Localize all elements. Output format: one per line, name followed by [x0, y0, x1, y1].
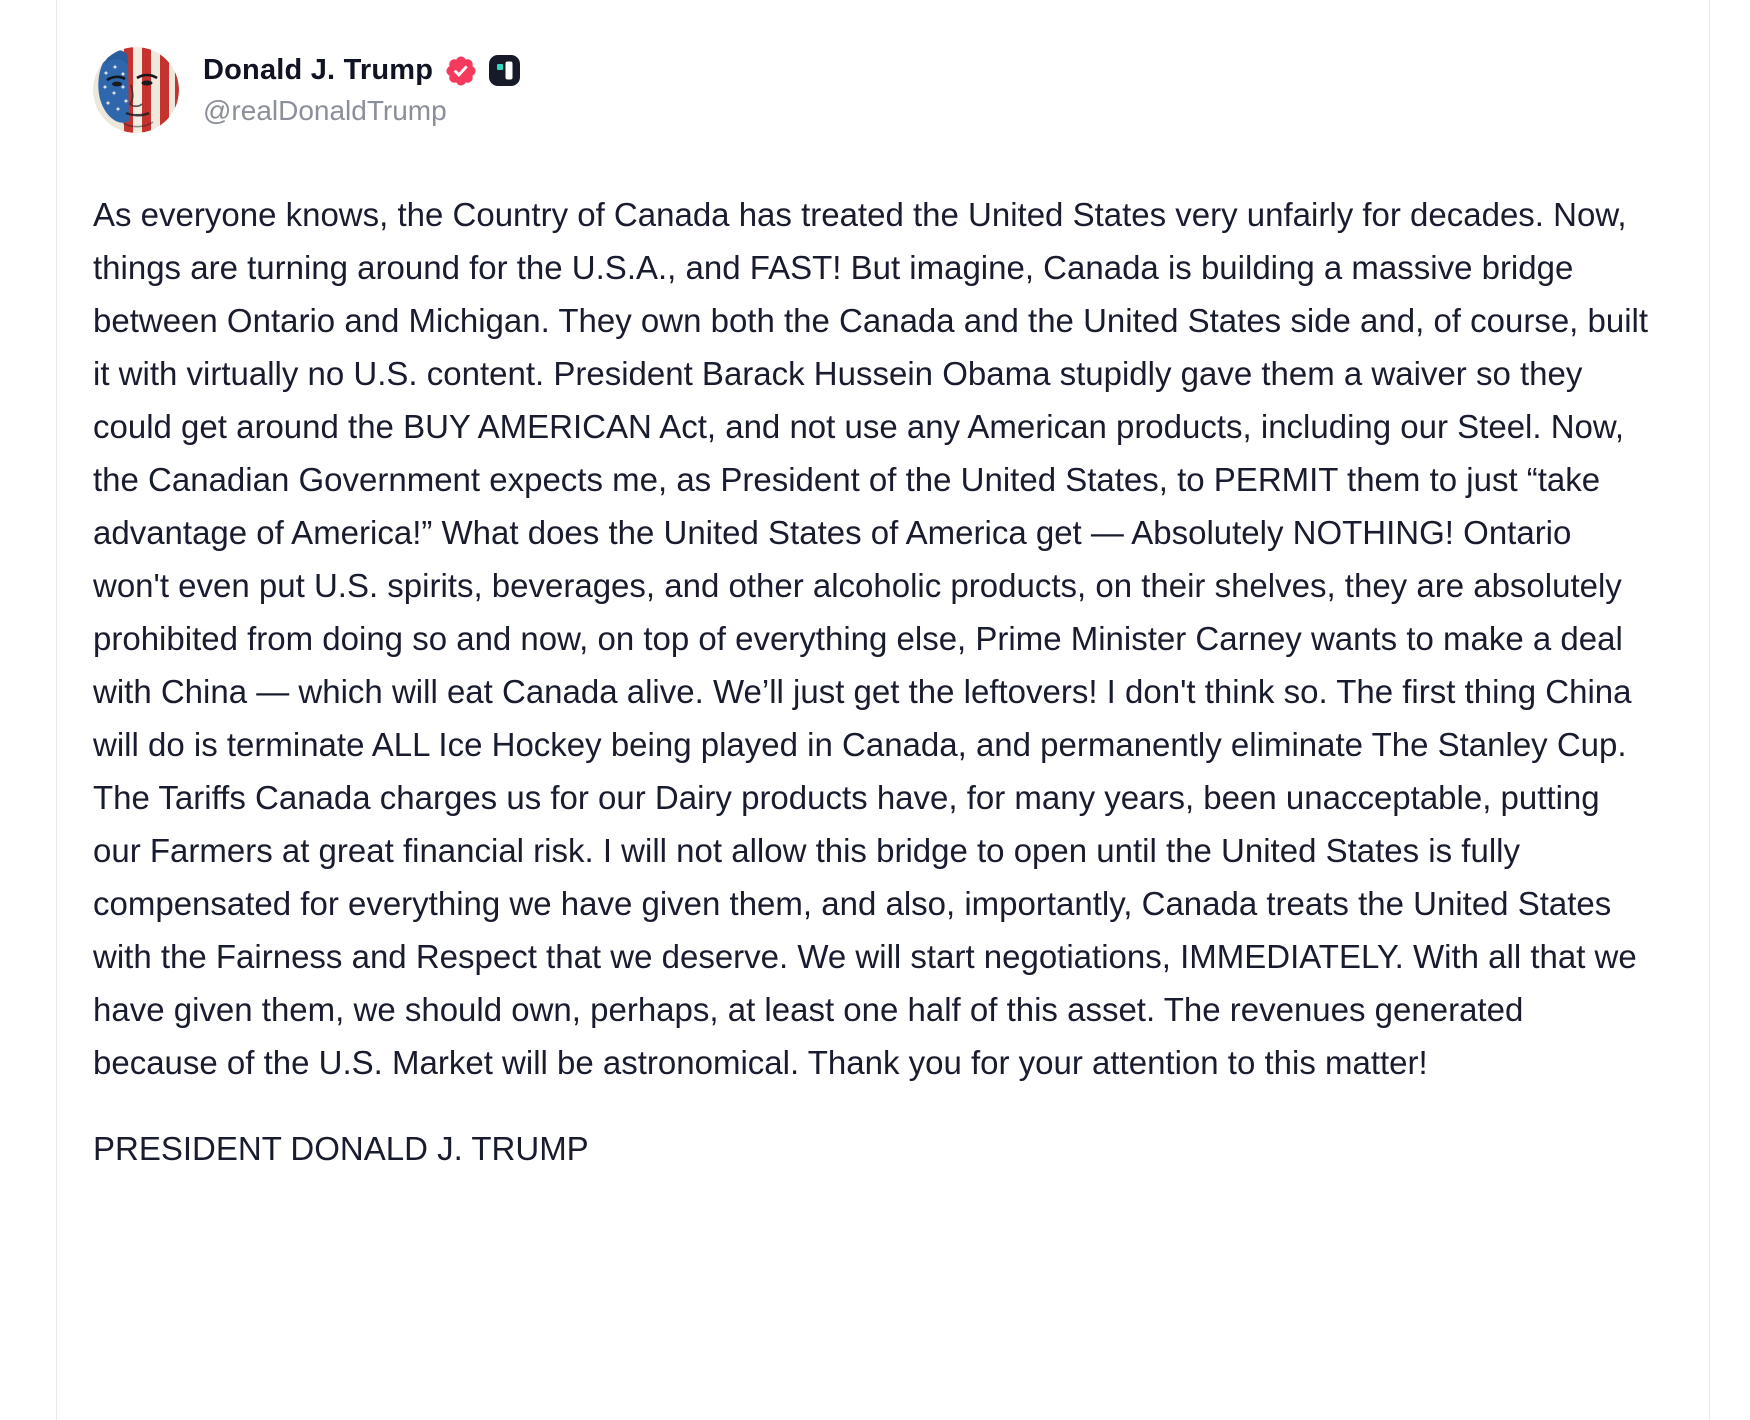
post-body-text: As everyone knows, the Country of Canada has treated the United States very unfairly for decades. Now, things are turning around for the U.S.A., and FAST! But imagine, Canada is building a massive bridge between Ontario and Michigan. They own both the Canada and the United States side and, of course, built it with virtually no U.S. content. President Barack Hussein Obama stupidly gave them a waiver so they could get around the BUY AMERICAN Act, and not use any American products, including our Steel. Now, the Canadian Government expects me, as President of the United States, to PERMIT them to just “take advantage of America!” What does the United States of America get — Absolutely NOTHING! Ontario won't even put U.S. spirits, beverages, and other alcoholic products, on their shelves, they are absolutely prohibited from doing so and now, on top of everything else, Prime Minister Carney wants to make a deal with China — which will eat Canada alive. We’ll just get the leftovers! I don't think so. The first thing China will do is terminate ALL Ice Hockey being played in Canada, and permanently eliminate The Stanley Cup. The Tariffs Canada charges us for our Dairy products have, for many years, been unacceptable, putting our Farmers at great financial risk. I will not allow this bridge to open until the United States is fully compensated for everything we have given them, and also, importantly, Canada treats the United States with the Fairness and Respect that we deserve. We will start negotiations, IMMEDIATELY. With all that we have given them, we should own, perhaps, at least one half of this asset. The revenues generated because of the U.S. Market will be astronomical. Thank you for your attention to this matter!: [93, 196, 1649, 1081]
post-signature: PRESIDENT DONALD J. TRUMP: [93, 1130, 589, 1167]
author-handle[interactable]: @realDonaldTrump: [203, 94, 447, 126]
avatar[interactable]: [93, 47, 179, 133]
author-name-row: [203, 54, 520, 88]
truth-plus-badge-icon: [489, 55, 520, 86]
author-id-block: [203, 54, 520, 127]
post-header: [93, 47, 1675, 133]
post-card: [56, 0, 1710, 1420]
author-name[interactable]: Donald J. Trump: [203, 54, 434, 86]
flag-face-avatar-image: [93, 47, 179, 133]
verified-badge-icon: [444, 54, 478, 88]
